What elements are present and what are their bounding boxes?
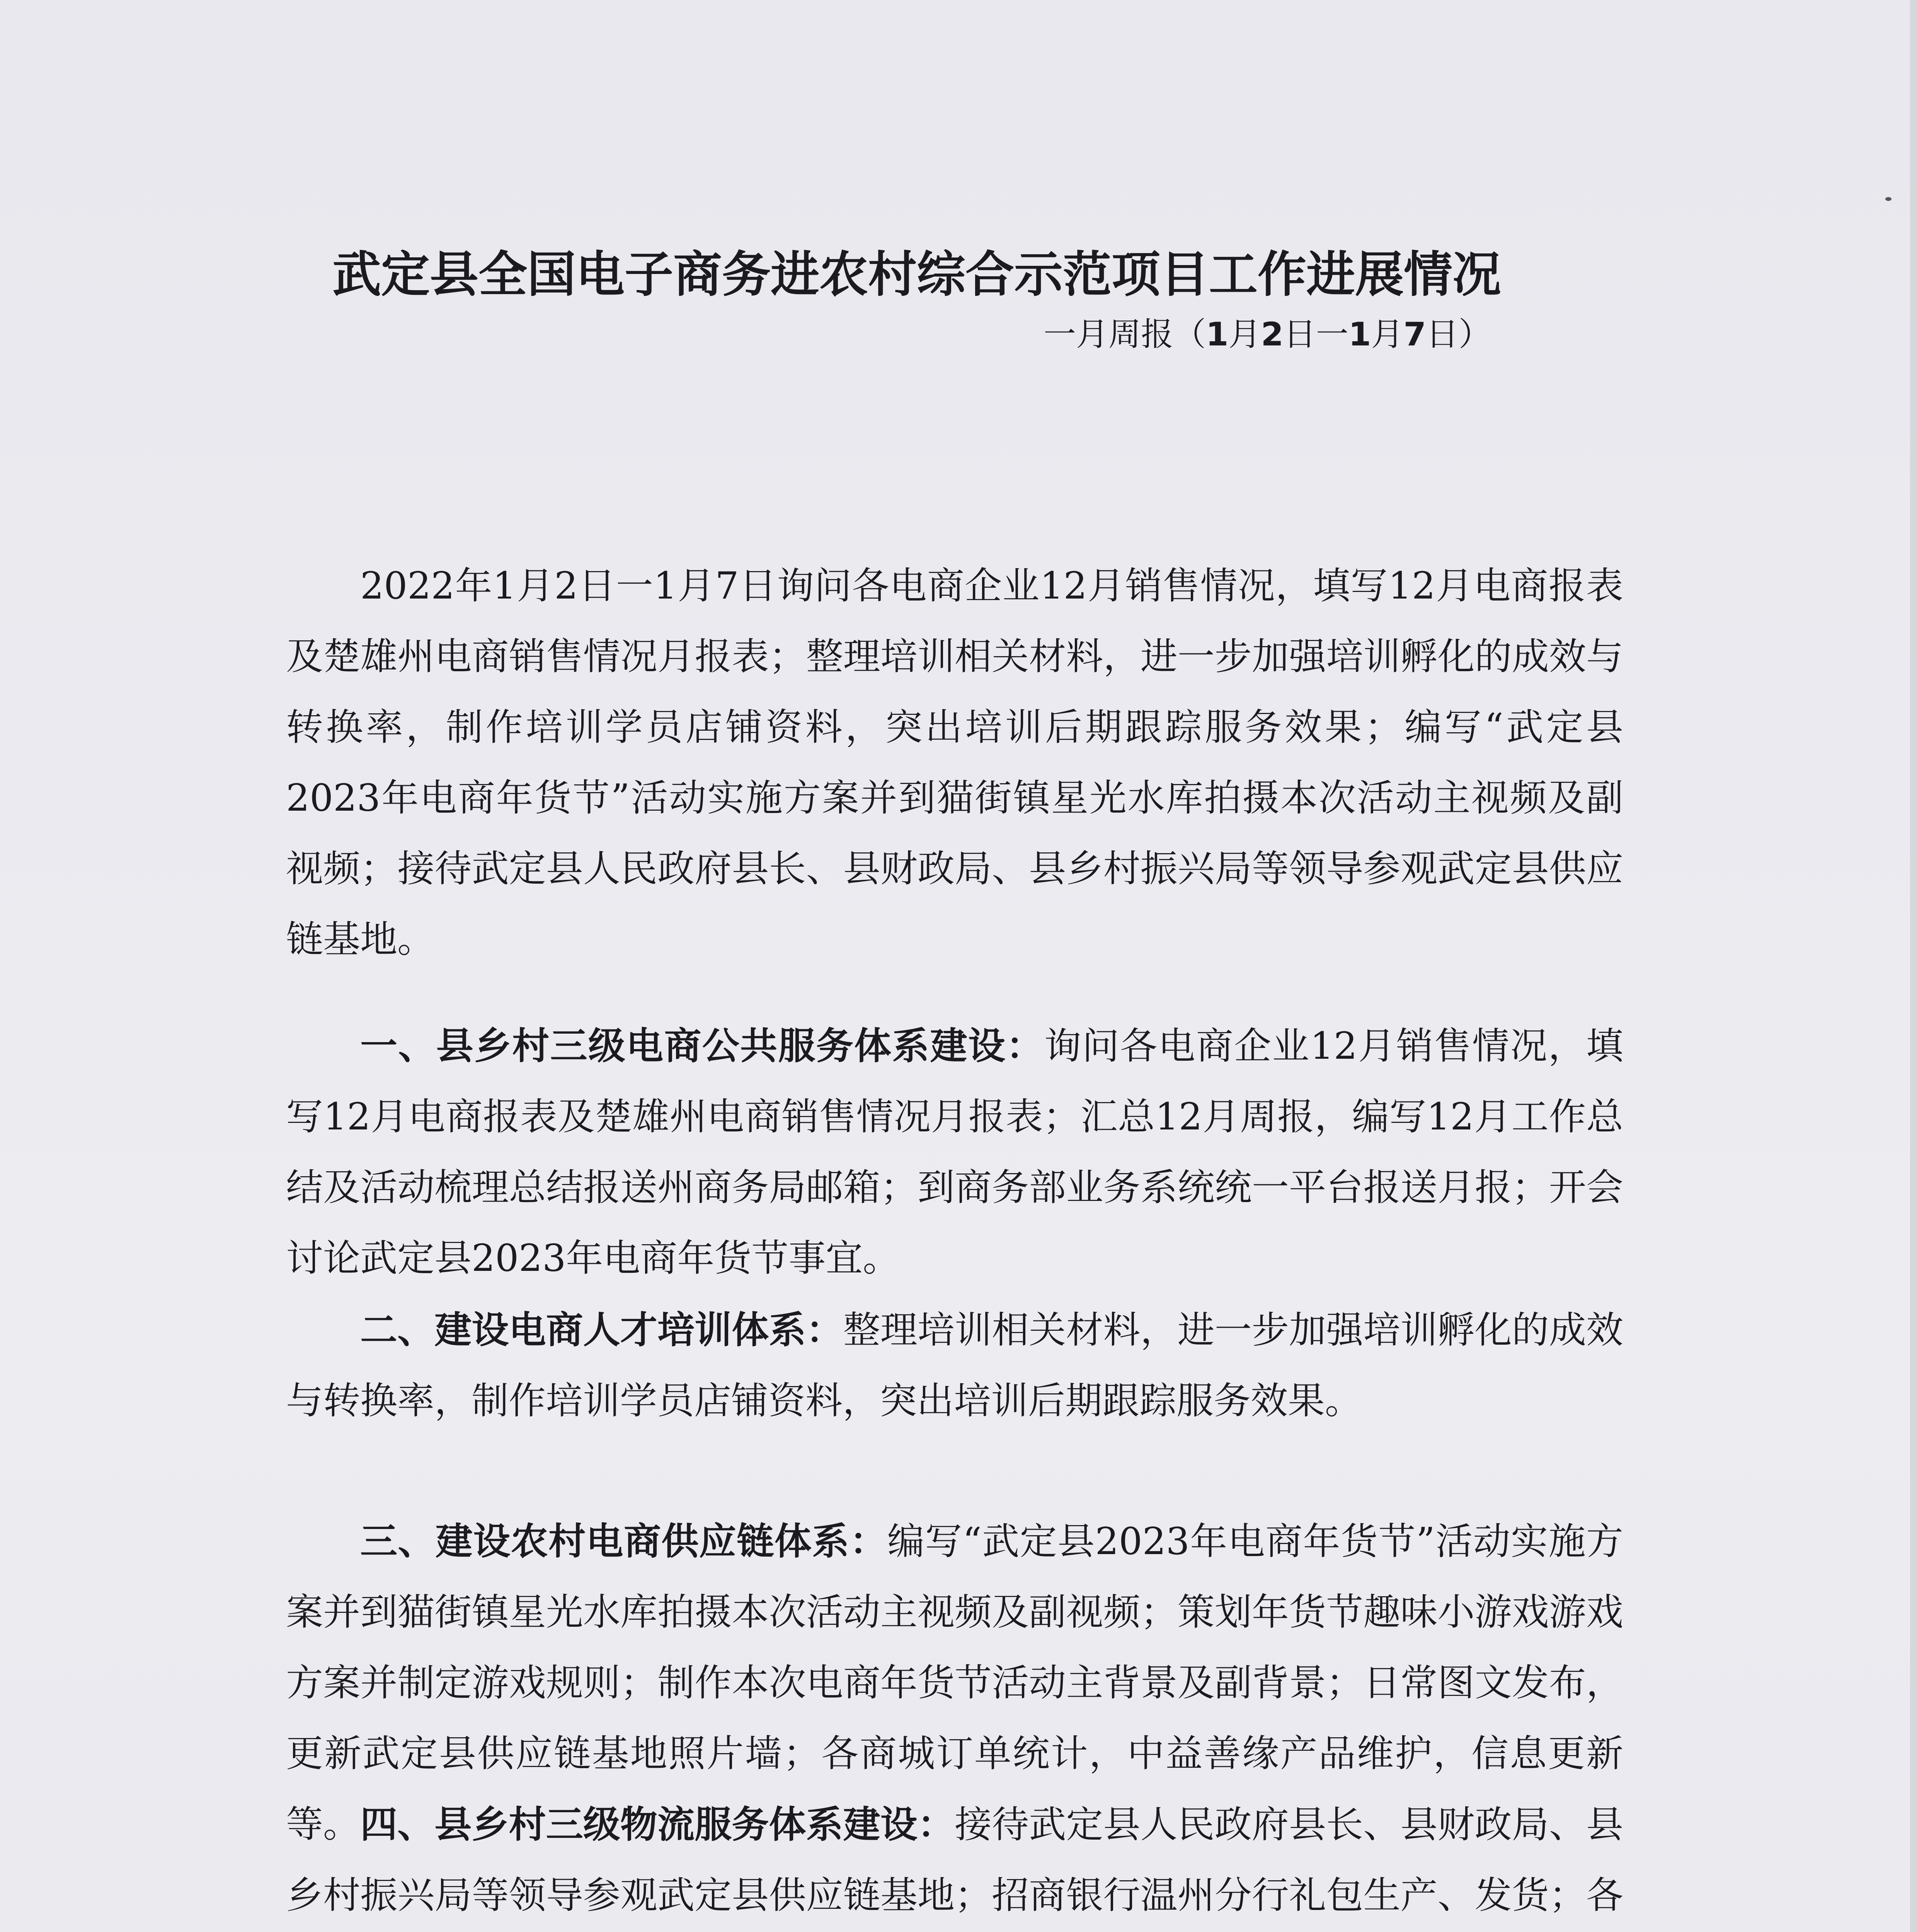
subtitle-month-2: 1 (1348, 315, 1371, 353)
scan-speck (1885, 197, 1891, 201)
subtitle-day-2: 7 (1403, 315, 1426, 353)
subtitle-text-3: 月 (1371, 315, 1404, 353)
document-subtitle (1044, 311, 1585, 357)
scan-edge-right (1910, 0, 1917, 1932)
intro-paragraph: 2022年1月2日一1月7日询问各电商企业12月销售情况，填写12月电商报表及楚雄州电商销售情况月报表；整理培训相关材料，进一步加强培训孵化的成效与转换率，制作培训学员店铺资料，突出培训后期跟踪服务效果；编写“武定县2023年电商年货节”活动实施方案并到猫街镇星光水库拍摄本次活动主视频及副视频；接待武定县人民政府县长、县财政局、县乡村振兴局等领导参观武定县供应链基地。 (286, 564, 1623, 961)
section-heading: 四、县乡村三级物流服务体系建设： (360, 1803, 955, 1846)
section-heading: 一、县乡村三级电商公共服务体系建设： (360, 1024, 1044, 1068)
subtitle-text-2: 日一 (1283, 315, 1348, 353)
section-body: 询问各电商企业12月销售情况，填写12月电商报表及楚雄州电商销售情况月报表；汇总12月周报，编写12月工作总结及活动梳理总结报送州商务局邮箱；到商务部业务系统统一平台报送月报；开会讨论武定县2023年电商年货节事宜。 (286, 1024, 1624, 1280)
section-paragraph (286, 1010, 1623, 1294)
subtitle-month-1: 1 (1206, 315, 1229, 353)
subtitle-text-1: 月 (1228, 315, 1261, 353)
subtitle-text-4: 日） (1426, 315, 1491, 353)
document-title: 武定县全国电子商务进农村综合示范项目工作进展情况 (332, 246, 1501, 303)
subtitle-day-1: 2 (1261, 315, 1284, 353)
section-body: 接待武定县人民政府县长、县财政局、县乡村振兴局等领导参观武定县供应链基地；招商银行温州分行礼包生产、发货；各 (286, 1803, 1624, 1917)
section-paragraph (286, 1294, 1623, 1436)
subtitle-prefix: 一月周报（ (1044, 315, 1206, 353)
section-paragraph (286, 1789, 1623, 1932)
section-heading: 二、建设电商人才培训体系： (360, 1308, 843, 1352)
section-heading: 三、建设农村电商供应链体系： (360, 1519, 887, 1563)
section-body: 编写“武定县2023年电商年货节”活动实施方案并到猫街镇星光水库拍摄本次活动主视频及副视频；策划年货节趣味小游戏游戏方案并制定游戏规则；制作本次电商年货节活动主背景及副背景；日常图文发布，更新武定县供应链基地照片墙；各商城订单统计，中益善缘产品维护，信息更新等。 (286, 1520, 1624, 1846)
section-body: 整理培训相关材料，进一步加强培训孵化的成效与转换率，制作培训学员店铺资料，突出培训后期跟踪服务效果。 (286, 1308, 1624, 1422)
